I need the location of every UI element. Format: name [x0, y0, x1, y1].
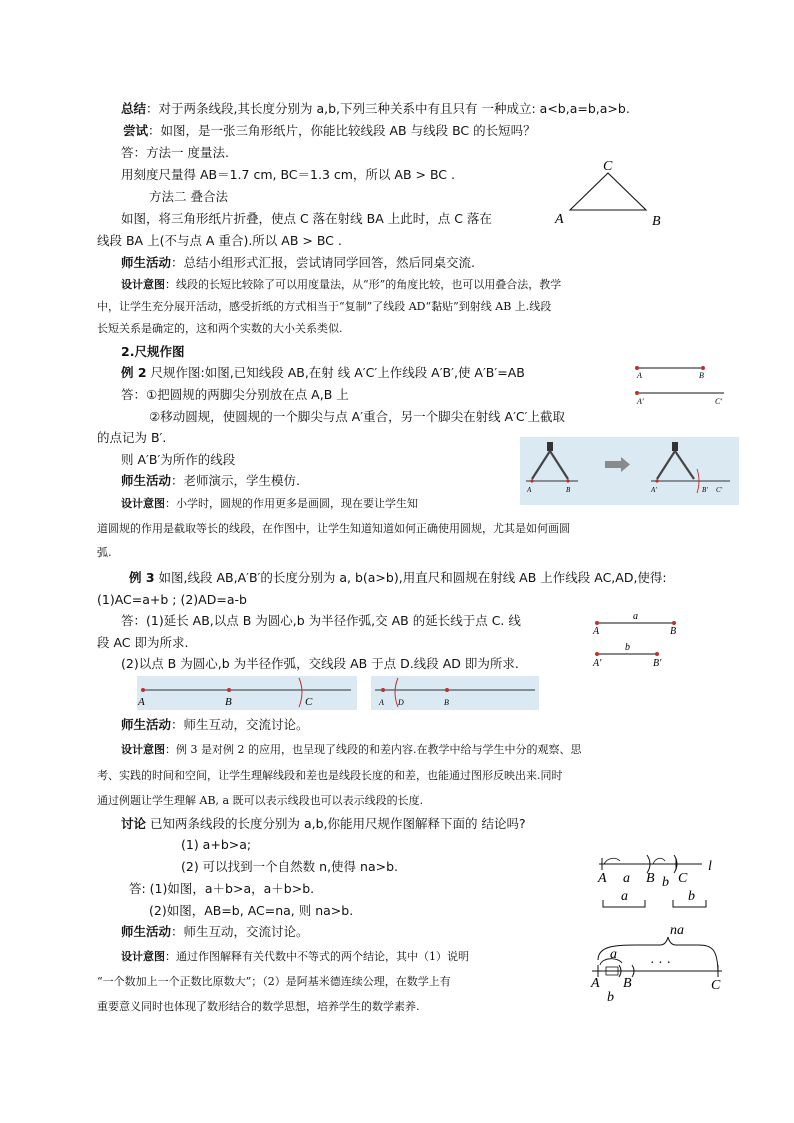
label-B: B — [623, 976, 632, 991]
activity-3: 师生活动：师生互动，交流讨论。 — [121, 717, 309, 732]
label-D: D — [398, 698, 404, 707]
label-A-prime: A′ — [593, 658, 602, 669]
compass-illustration — [520, 437, 739, 505]
design-1-line-3: 长短关系是确定的，这和两个实数的大小关系类似. — [97, 322, 343, 335]
example-2-answer-3: 的点记为 B′. — [97, 430, 167, 445]
label-A: A — [379, 698, 384, 707]
label-a-prime: A′ — [637, 397, 644, 406]
example-2-line: 例 2 尺规作图:如图,已知线段 AB,在射 线 A′C′上作线段 A′B′,使 A′B′=AB — [121, 365, 525, 380]
design-1-line-2: 中，让学生充分展开活动，感受折纸的方式相当于“复制”了线段 AD“黏贴”到射线 AB 上.线段 — [97, 300, 552, 313]
discuss-answer-1: 答: (1)如图，a＋b>a，a＋b>b. — [129, 881, 315, 896]
compass-label-b-prime: B′ — [702, 486, 708, 494]
label-a-length: a — [633, 611, 638, 622]
label-B: B — [646, 871, 655, 886]
label-b-length: b — [625, 642, 630, 653]
triangle-shape — [570, 173, 646, 210]
example-3-segments — [590, 608, 690, 670]
try-answer-2: 用刻度尺量得 AB＝1.7 cm, BC＝1.3 cm，所以 AB > BC . — [121, 167, 455, 182]
discuss-line: 讨论 已知两条线段的长度分别为 a,b,你能用尺规作图解释下面的 结论吗? — [121, 816, 526, 831]
design-4-line-3: 重要意义同时也体现了数形结合的数学思想，培养学生的数学素养. — [97, 1000, 420, 1013]
label-b: B — [699, 371, 704, 380]
try-answer-4: 如图，将三角形纸片折叠，使点 C 落在射线 BA 上此时，点 C 落在 — [121, 211, 492, 226]
compass-handle-icon — [672, 442, 678, 451]
design-3-line-2: 考、实践的时间和空间，让学生理解线段和差也是线段长度的和差，也能通过图形反映出来.同时 — [97, 769, 563, 782]
summary-line: 总结：对于两条线段,其长度分别为 a,b,下列三种关系中有且只有 一种成立: a<b,a=b,a>b. — [121, 101, 630, 116]
example-2-answer-2: ②移动圆规，使圆规的一个脚尖与点 A′重合，另一个脚尖在射线 A′C′上截取 — [149, 409, 565, 424]
label-B: B — [444, 698, 449, 707]
label-seg-b: b — [688, 889, 695, 904]
label-seg-a: a — [621, 889, 628, 904]
label-na: na — [670, 923, 684, 938]
label-C: C — [678, 871, 688, 886]
try-answer-1: 答：方法一 度量法. — [121, 145, 229, 160]
compass-label-a: A — [527, 486, 532, 494]
label-B: B — [670, 626, 677, 637]
label-C: C — [305, 696, 313, 708]
discuss-figure-1 — [590, 850, 720, 914]
design-2-line-1: 设计意图：小学时，圆规的作用更多是画圆，现在要让学生知 — [121, 497, 418, 510]
label-a: a — [610, 947, 617, 962]
label-A: A — [591, 976, 600, 991]
arc-mark — [299, 678, 302, 707]
design-1-line-1: 设计意图：线段的长短比较除了可以用度量法，从“形”的角度比较，也可以用叠合法，教学 — [121, 278, 562, 291]
example-2-compass-panel — [520, 437, 739, 505]
arrow-right-icon — [605, 461, 621, 468]
label-B: B — [225, 696, 232, 708]
triangle-label-b: B — [652, 214, 661, 229]
activity-4: 师生活动：师生互动，交流讨论。 — [121, 924, 309, 939]
compass-label-b: B — [566, 486, 571, 494]
discuss-figure-2 — [588, 915, 728, 1007]
label-c-prime: C′ — [715, 397, 723, 406]
example-3-answer-3: (2)以点 B 为圆心,b 为半径作弧，交线段 AB 于点 D.线段 AD 即为所求. — [121, 656, 519, 671]
example-3-panel-sum — [137, 676, 357, 710]
try-answer-3: 方法二 叠合法 — [149, 189, 228, 204]
activity-1: 师生活动：总结小组形式汇报，尝试请同学回答，然后同桌交流. — [121, 255, 475, 270]
example-2-answer-4: 则 A′B′为所作的线段 — [121, 452, 236, 467]
label-b: b — [607, 990, 614, 1005]
design-4-line-2: “一个数加上一个正数比原数大”；（2）是阿基米德连续公理，在数学上有 — [97, 975, 451, 988]
example-2-answer-1: 答：①把圆规的两脚尖分别放在点 A,B 上 — [121, 387, 349, 402]
compass-label-a-prime: A′ — [651, 486, 657, 494]
label-b: b — [662, 875, 669, 890]
label-A: A — [593, 626, 600, 637]
example-3-panel-diff — [371, 676, 539, 710]
try-line: 尝试：如图，是一张三角形纸片，你能比较线段 AB 与线段 BC 的长短吗？ — [123, 123, 536, 138]
compass-handle-icon — [547, 442, 553, 451]
example-2-segments — [630, 360, 730, 412]
design-3-line-1: 设计意图：例 3 是对例 2 的应用，也呈现了线段的和差内容.在教学中给与学生中分的观察、思 — [121, 743, 582, 756]
triangle-figure — [548, 156, 672, 232]
design-2-line-3: 弧. — [97, 546, 112, 559]
label-A: A — [138, 696, 145, 708]
label-B-prime: B′ — [653, 658, 662, 669]
label-C: C — [711, 978, 721, 993]
example-3-answer-2: 段 AC 即为所求. — [97, 635, 189, 650]
discuss-item-1: (1) a+b>a; — [181, 837, 252, 852]
point-a-prime — [635, 391, 639, 395]
point-b — [701, 366, 705, 370]
discuss-item-2: (2) 可以找到一个自然数 n,使得 na>b. — [181, 859, 398, 874]
label-dots: · · · — [650, 956, 671, 971]
activity-2: 师生活动：老师演示，学生模仿. — [121, 473, 300, 488]
label-A: A — [598, 871, 607, 886]
triangle-label-a: A — [555, 212, 564, 227]
discuss-answer-2: (2)如图，AB=b, AC=na, 则 na>b. — [149, 903, 354, 918]
design-2-line-2: 道圆规的作用是截取等长的线段，在作图中，让学生知道知道如何正确使用圆规，尤其是如何画圆 — [97, 522, 570, 535]
label-a: a — [623, 871, 630, 886]
example-3-line-2: (1)AC=a+b ; (2)AD=a-b — [97, 592, 247, 607]
triangle-label-c: C — [603, 159, 613, 174]
try-answer-5: 线段 BA 上(不与点 A 重合).所以 AB > BC . — [97, 233, 342, 248]
design-4-line-1: 设计意图：通过作图解释有关代数中不等式的两个结论，其中（1）说明 — [121, 950, 469, 963]
label-l: l — [708, 859, 712, 874]
example-3-answer-1: 答：(1)延长 AB,以点 B 为圆心,b 为半径作弧,交 AB 的延长线于点 C. 线 — [121, 613, 521, 628]
label-a: A — [637, 371, 642, 380]
compass-label-c-prime: C′ — [716, 486, 723, 494]
design-3-line-3: 通过例题让学生理解 AB, a 既可以表示线段也可以表示线段的长度. — [97, 794, 424, 807]
section-2-title: 2.尺规作图 — [121, 344, 185, 359]
point-a — [635, 366, 639, 370]
example-3-line: 例 3 如图,线段 AB,A′B′的长度分别为 a, b(a>b),用直尺和圆规在射线 AB 上作线段 AC,AD,使得: — [129, 570, 667, 585]
